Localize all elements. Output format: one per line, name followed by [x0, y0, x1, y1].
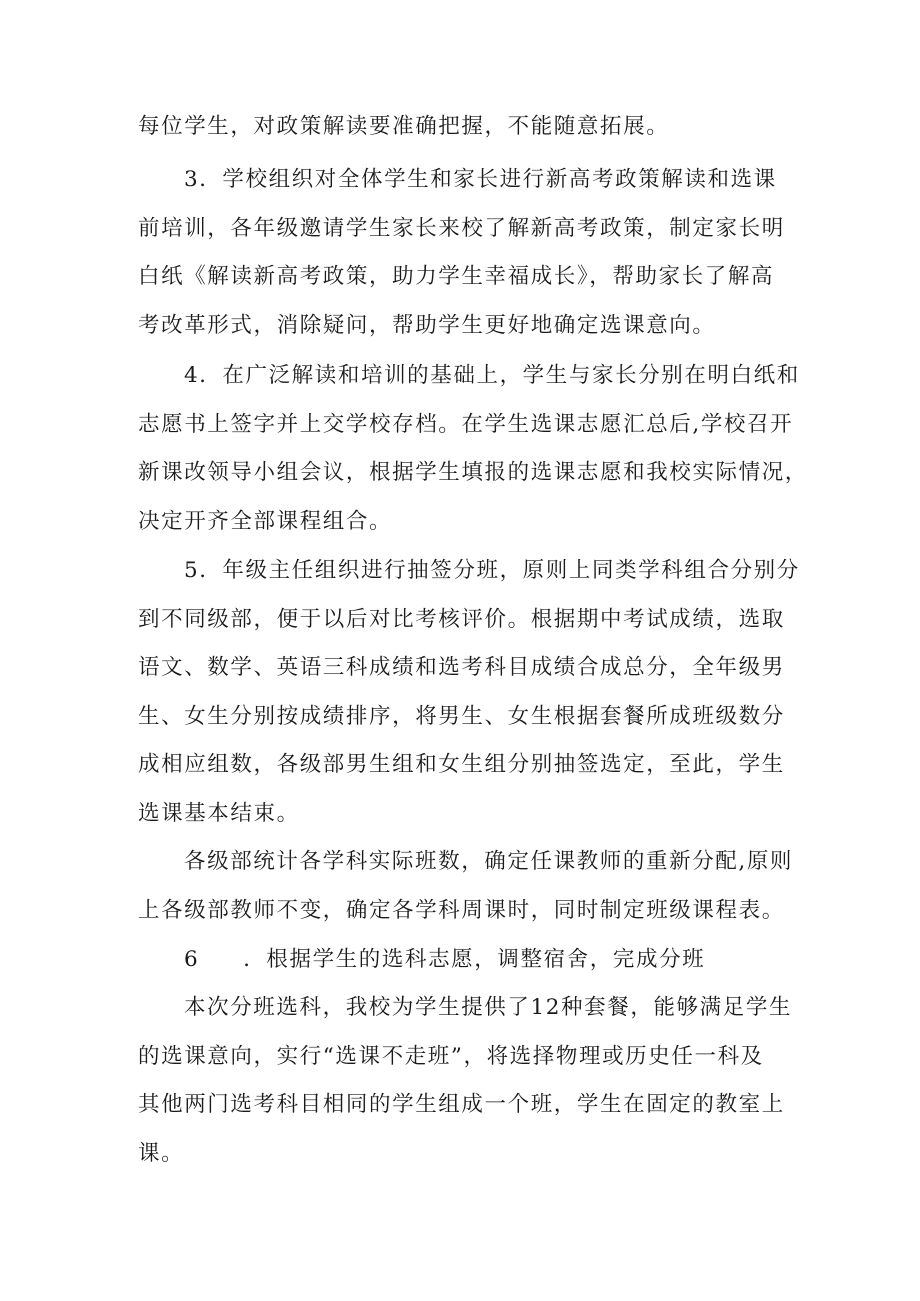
item-6-line: [138, 940, 798, 980]
text-line: 3．学校组织对全体学生和家长进行新高考政策解读和选课: [184, 167, 777, 192]
text-line: 志愿书上签字并上交学校存档。在学生选课志愿汇总后,学校召开: [138, 412, 794, 437]
text-line: 新课改领导小组会议，根据学生填报的选课志愿和我校实际情况，: [138, 460, 808, 485]
text-line: 决定开齐全部课程组合。: [138, 509, 393, 534]
text-line: 其他两门选考科目相同的学生组成一个班，学生在固定的教室上: [138, 1092, 785, 1117]
text-line: 语文、数学、英语三科成绩和选考科目成绩合成总分，全年级男: [138, 655, 785, 680]
text-line: 课。: [138, 1141, 185, 1166]
item-6-number: 6: [184, 947, 200, 972]
text-line: 上各级部教师不变，确定各学科周课时，同时制定班级课程表。: [138, 898, 785, 923]
text-line: 4．在广泛解读和培训的基础上，学生与家长分别在明白纸和: [184, 363, 800, 388]
text-line: 5．年级主任组织进行抽签分班，原则上同类学科组合分别分: [184, 558, 800, 583]
text-line: 选课基本结束。: [138, 801, 300, 826]
item-6-text: ．根据学生的选科志愿，调整宿舍，完成分班: [243, 947, 706, 972]
text-line: 考改革形式，消除疑问，帮助学生更好地确定选课意向。: [138, 313, 716, 338]
text-line: 生、女生分别按成绩排序，将男生、女生根据套餐所成班级数分: [138, 704, 785, 729]
text-line: 每位学生，对政策解读要准确把握，不能随意拓展。: [138, 114, 670, 139]
text-line: 前培训，各年级邀请学生家长来校了解新高考政策，制定家长明: [138, 216, 785, 241]
text-line: 到不同级部，便于以后对比考核评价。根据期中考试成绩，选取: [138, 607, 785, 632]
text-line: 的选课意向，实行“选课不走班”，将选择物理或历史任一科及: [138, 1044, 764, 1069]
text-line: 成相应组数，各级部男生组和女生组分别抽签选定，至此，学生: [138, 752, 785, 777]
text-line: 本次分班选科，我校为学生提供了12种套餐，能够满足学生: [184, 995, 793, 1020]
text-line: 白纸《解读新高考政策，助力学生幸福成长》，帮助家长了解高: [138, 264, 775, 289]
text-line: 各级部统计各学科实际班数，确定任课教师的重新分配,原则: [184, 849, 794, 874]
